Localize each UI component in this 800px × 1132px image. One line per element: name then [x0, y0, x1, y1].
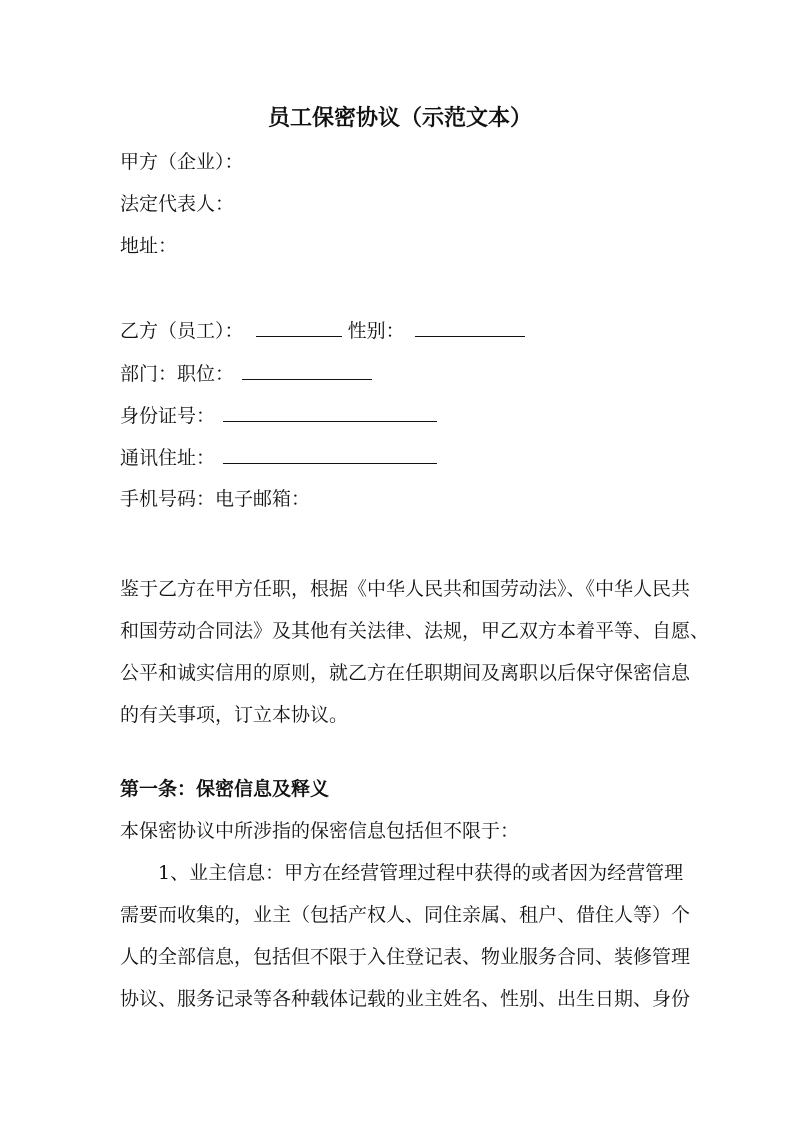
email-label: 电子邮箱： — [215, 488, 311, 510]
position-label: 职位： — [177, 363, 235, 385]
preamble-line: 和国劳动合同法》及其他有关法律、法规，甲乙双方本着平等、自愿、 — [120, 620, 710, 642]
department-label: 部门： — [120, 363, 178, 385]
legal-rep-label: 法定代表人： — [120, 193, 235, 215]
party-a-company-label: 甲方（企业）： — [120, 151, 244, 173]
gender-label: 性别： — [347, 320, 405, 342]
item1-line: 协议、服务记录等各种载体记载的业主姓名、性别、出生日期、身份 — [120, 988, 691, 1010]
phone-label: 手机号码： — [120, 488, 216, 510]
gender-blank — [415, 318, 525, 337]
item1-line: 需要而收集的，业主（包括产权人、同住亲属、租户、借住人等）个 — [120, 904, 691, 926]
mail-address-label: 通讯住址： — [120, 447, 216, 469]
employee-label: 乙方（员工）： — [120, 320, 244, 342]
preamble-line: 的有关事项，订立本协议。 — [120, 704, 349, 726]
employee-name-blank — [256, 318, 342, 337]
article1-item1 — [120, 852, 691, 1020]
preamble-line: 公平和诚实信用的原则，就乙方在任职期间及离职以后保守保密信息 — [120, 662, 691, 684]
mail-address-blank — [223, 445, 437, 464]
item1-line: 1、业主信息：甲方在经营管理过程中获得的或者因为经营管理 — [158, 862, 684, 884]
party-b-line — [120, 318, 525, 343]
article1-heading: 第一条：保密信息及释义 — [120, 778, 330, 800]
preamble-paragraph — [120, 568, 710, 736]
address-label: 地址： — [120, 235, 178, 257]
item1-line: 人的全部信息，包括但不限于入住登记表、物业服务合同、装修管理 — [120, 946, 691, 968]
id-label: 身份证号： — [120, 405, 216, 427]
position-blank — [242, 361, 372, 380]
document-title: 员工保密协议（示范文本） — [267, 105, 532, 131]
department-line — [120, 361, 372, 386]
preamble-line: 鉴于乙方在甲方任职，根据《中华人民共和国劳动法》、《中华人民共 — [120, 578, 691, 600]
article1-intro: 本保密协议中所涉指的保密信息包括但不限于： — [120, 820, 520, 842]
contact-line — [120, 487, 310, 511]
id-line — [120, 403, 437, 428]
mail-address-line — [120, 445, 437, 470]
id-blank — [223, 403, 437, 422]
